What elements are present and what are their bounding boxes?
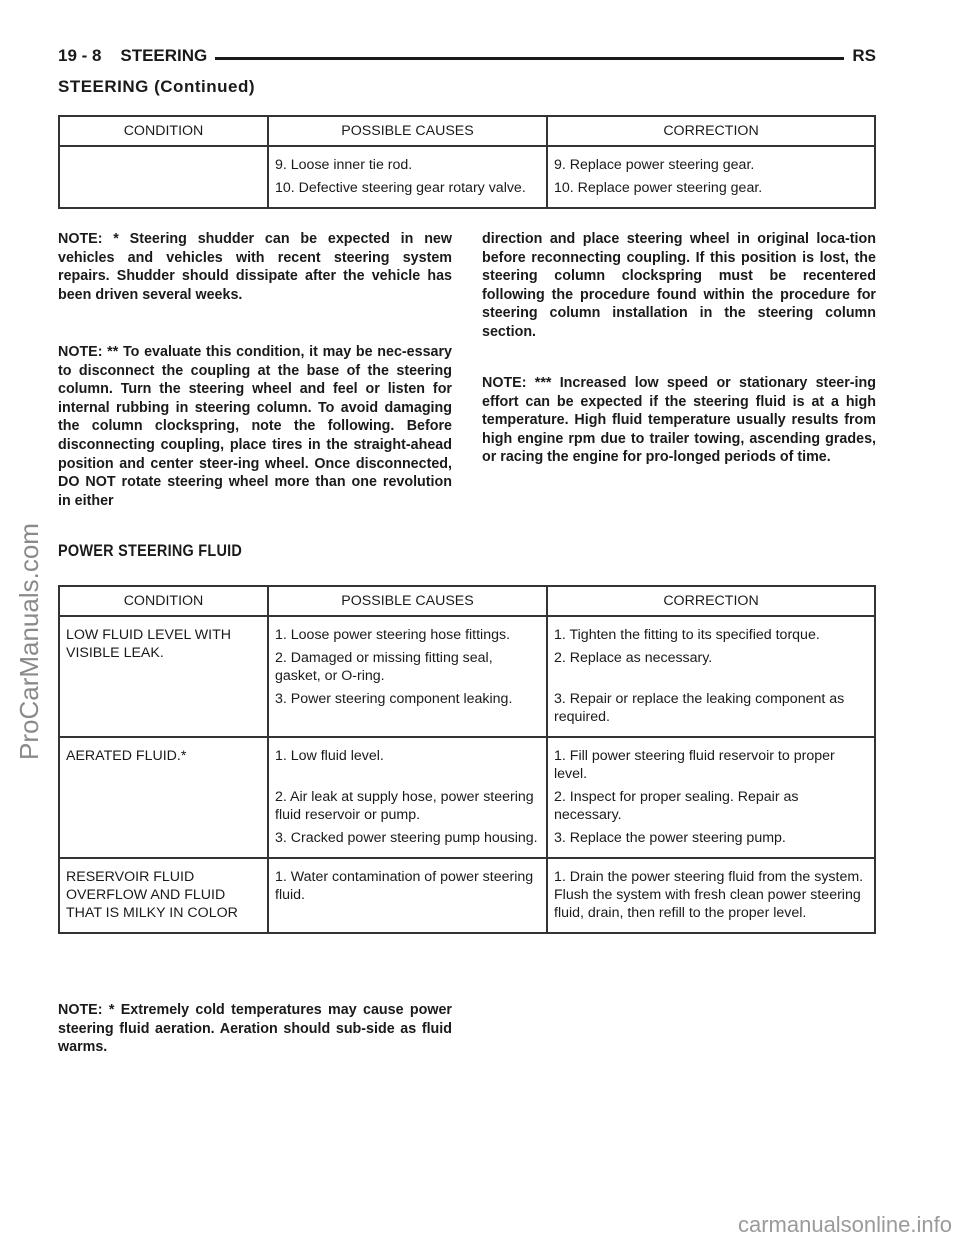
condition-text: RESERVOIR FLUID OVERFLOW AND FLUID THAT IS MILKY IN COLOR bbox=[66, 869, 238, 921]
table-row bbox=[59, 616, 875, 644]
correction-cell: 9. Replace power steering gear. bbox=[547, 146, 875, 174]
condition-cell bbox=[59, 174, 268, 208]
header-correction: CORRECTION bbox=[547, 586, 875, 616]
table-row bbox=[59, 174, 875, 208]
table-row bbox=[59, 737, 875, 783]
note-shudder: NOTE: * Steering shudder can be expected in new vehicles and vehicles with recent steering system repairs. Shudder should dissipate after the vehicle has been driven several weeks. bbox=[58, 231, 452, 303]
table-row bbox=[59, 858, 875, 933]
correction-cell: 3. Repair or replace the leaking component as required. bbox=[547, 685, 875, 737]
header-correction: CORRECTION bbox=[547, 116, 875, 146]
condition-cell bbox=[59, 858, 268, 933]
correction-cell: 1. Tighten the fitting to its specified torque. bbox=[547, 616, 875, 644]
section-title: POWER STEERING FLUID bbox=[58, 541, 243, 560]
condition-cell bbox=[59, 146, 268, 174]
correction-cell: 2. Replace as necessary. bbox=[547, 644, 875, 685]
cause-cell: 10. Defective steering gear rotary valve. bbox=[268, 174, 547, 208]
page-header bbox=[58, 46, 876, 70]
cause-cell: 2. Damaged or missing fitting seal, gasket, or O-ring. bbox=[268, 644, 547, 685]
condition-text: LOW FLUID LEVEL WITH VISIBLE LEAK. bbox=[66, 627, 232, 661]
correction-cell: 1. Drain the power steering fluid from the system. Flush the system with fresh clean power steering fluid, drain, then refill to the proper level. bbox=[547, 858, 875, 933]
correction-cell: 10. Replace power steering gear. bbox=[547, 174, 875, 208]
cause-cell: 3. Cracked power steering pump housing. bbox=[268, 824, 547, 858]
header-condition: CONDITION bbox=[59, 116, 268, 146]
condition-cell bbox=[59, 616, 268, 737]
cause-cell: 1. Water contamination of power steering fluid. bbox=[268, 858, 547, 933]
continued-heading: STEERING (Continued) bbox=[58, 77, 255, 96]
note-effort: NOTE: *** Increased low speed or stationary steer-ing effort can be expected if the steering fluid is at a high temperature. High fluid temperature usually results from high engine rpm due to trailer towing, ascending grades, or racing the engine for pro-longed periods of time. bbox=[482, 375, 876, 466]
correction-cell: 3. Replace the power steering pump. bbox=[547, 824, 875, 858]
cause-cell: 1. Loose power steering hose fittings. bbox=[268, 616, 547, 644]
correction-cell: 2. Inspect for proper sealing. Repair as necessary. bbox=[547, 783, 875, 824]
table-row bbox=[59, 146, 875, 174]
note-coupling: NOTE: ** To evaluate this condition, it may be nec-essary to disconnect the coupling at the base of the steering column. Turn the steering wheel and feel or listen for internal rubbing in steering column. To avoid damaging the column clockspring, note the following. Before disconnecting coupling, place tires in the straight-ahead position and center steer-ing wheel. Once disconnected, DO NOT rotate steering wheel more than one revolution in either bbox=[58, 344, 452, 509]
table-header-row bbox=[59, 586, 875, 616]
fluid-diagnosis-table bbox=[58, 585, 876, 934]
footer-watermark: carmanualsonline.info bbox=[737, 1212, 952, 1237]
note-coupling-continued: direction and place steering wheel in original loca-tion before reconnecting coupling. If this position is lost, the steering column clockspring must be recentered following the procedure found within the procedure for steering column installation in the steering column section. bbox=[482, 231, 876, 340]
page-reference: 19 - 8 STEERING bbox=[58, 46, 215, 66]
header-condition: CONDITION bbox=[59, 586, 268, 616]
header-possible-causes: POSSIBLE CAUSES bbox=[268, 586, 547, 616]
cause-cell: 3. Power steering component leaking. bbox=[268, 685, 547, 737]
note-cold-temperature: NOTE: * Extremely cold temperatures may cause power steering fluid aeration. Aeration should sub-side as fluid warms. bbox=[58, 1002, 452, 1056]
side-watermark: ProCarManuals.com bbox=[14, 523, 44, 760]
condition-cell bbox=[59, 737, 268, 858]
steering-diagnosis-table bbox=[58, 115, 876, 209]
model-code: RS bbox=[844, 46, 876, 66]
cause-cell: 9. Loose inner tie rod. bbox=[268, 146, 547, 174]
cause-cell: 2. Air leak at supply hose, power steering fluid reservoir or pump. bbox=[268, 783, 547, 824]
header-possible-causes: POSSIBLE CAUSES bbox=[268, 116, 547, 146]
correction-cell: 1. Fill power steering fluid reservoir to proper level. bbox=[547, 737, 875, 783]
table-header-row bbox=[59, 116, 875, 146]
cause-cell: 1. Low fluid level. bbox=[268, 737, 547, 783]
condition-text: AERATED FLUID.* bbox=[66, 748, 187, 764]
